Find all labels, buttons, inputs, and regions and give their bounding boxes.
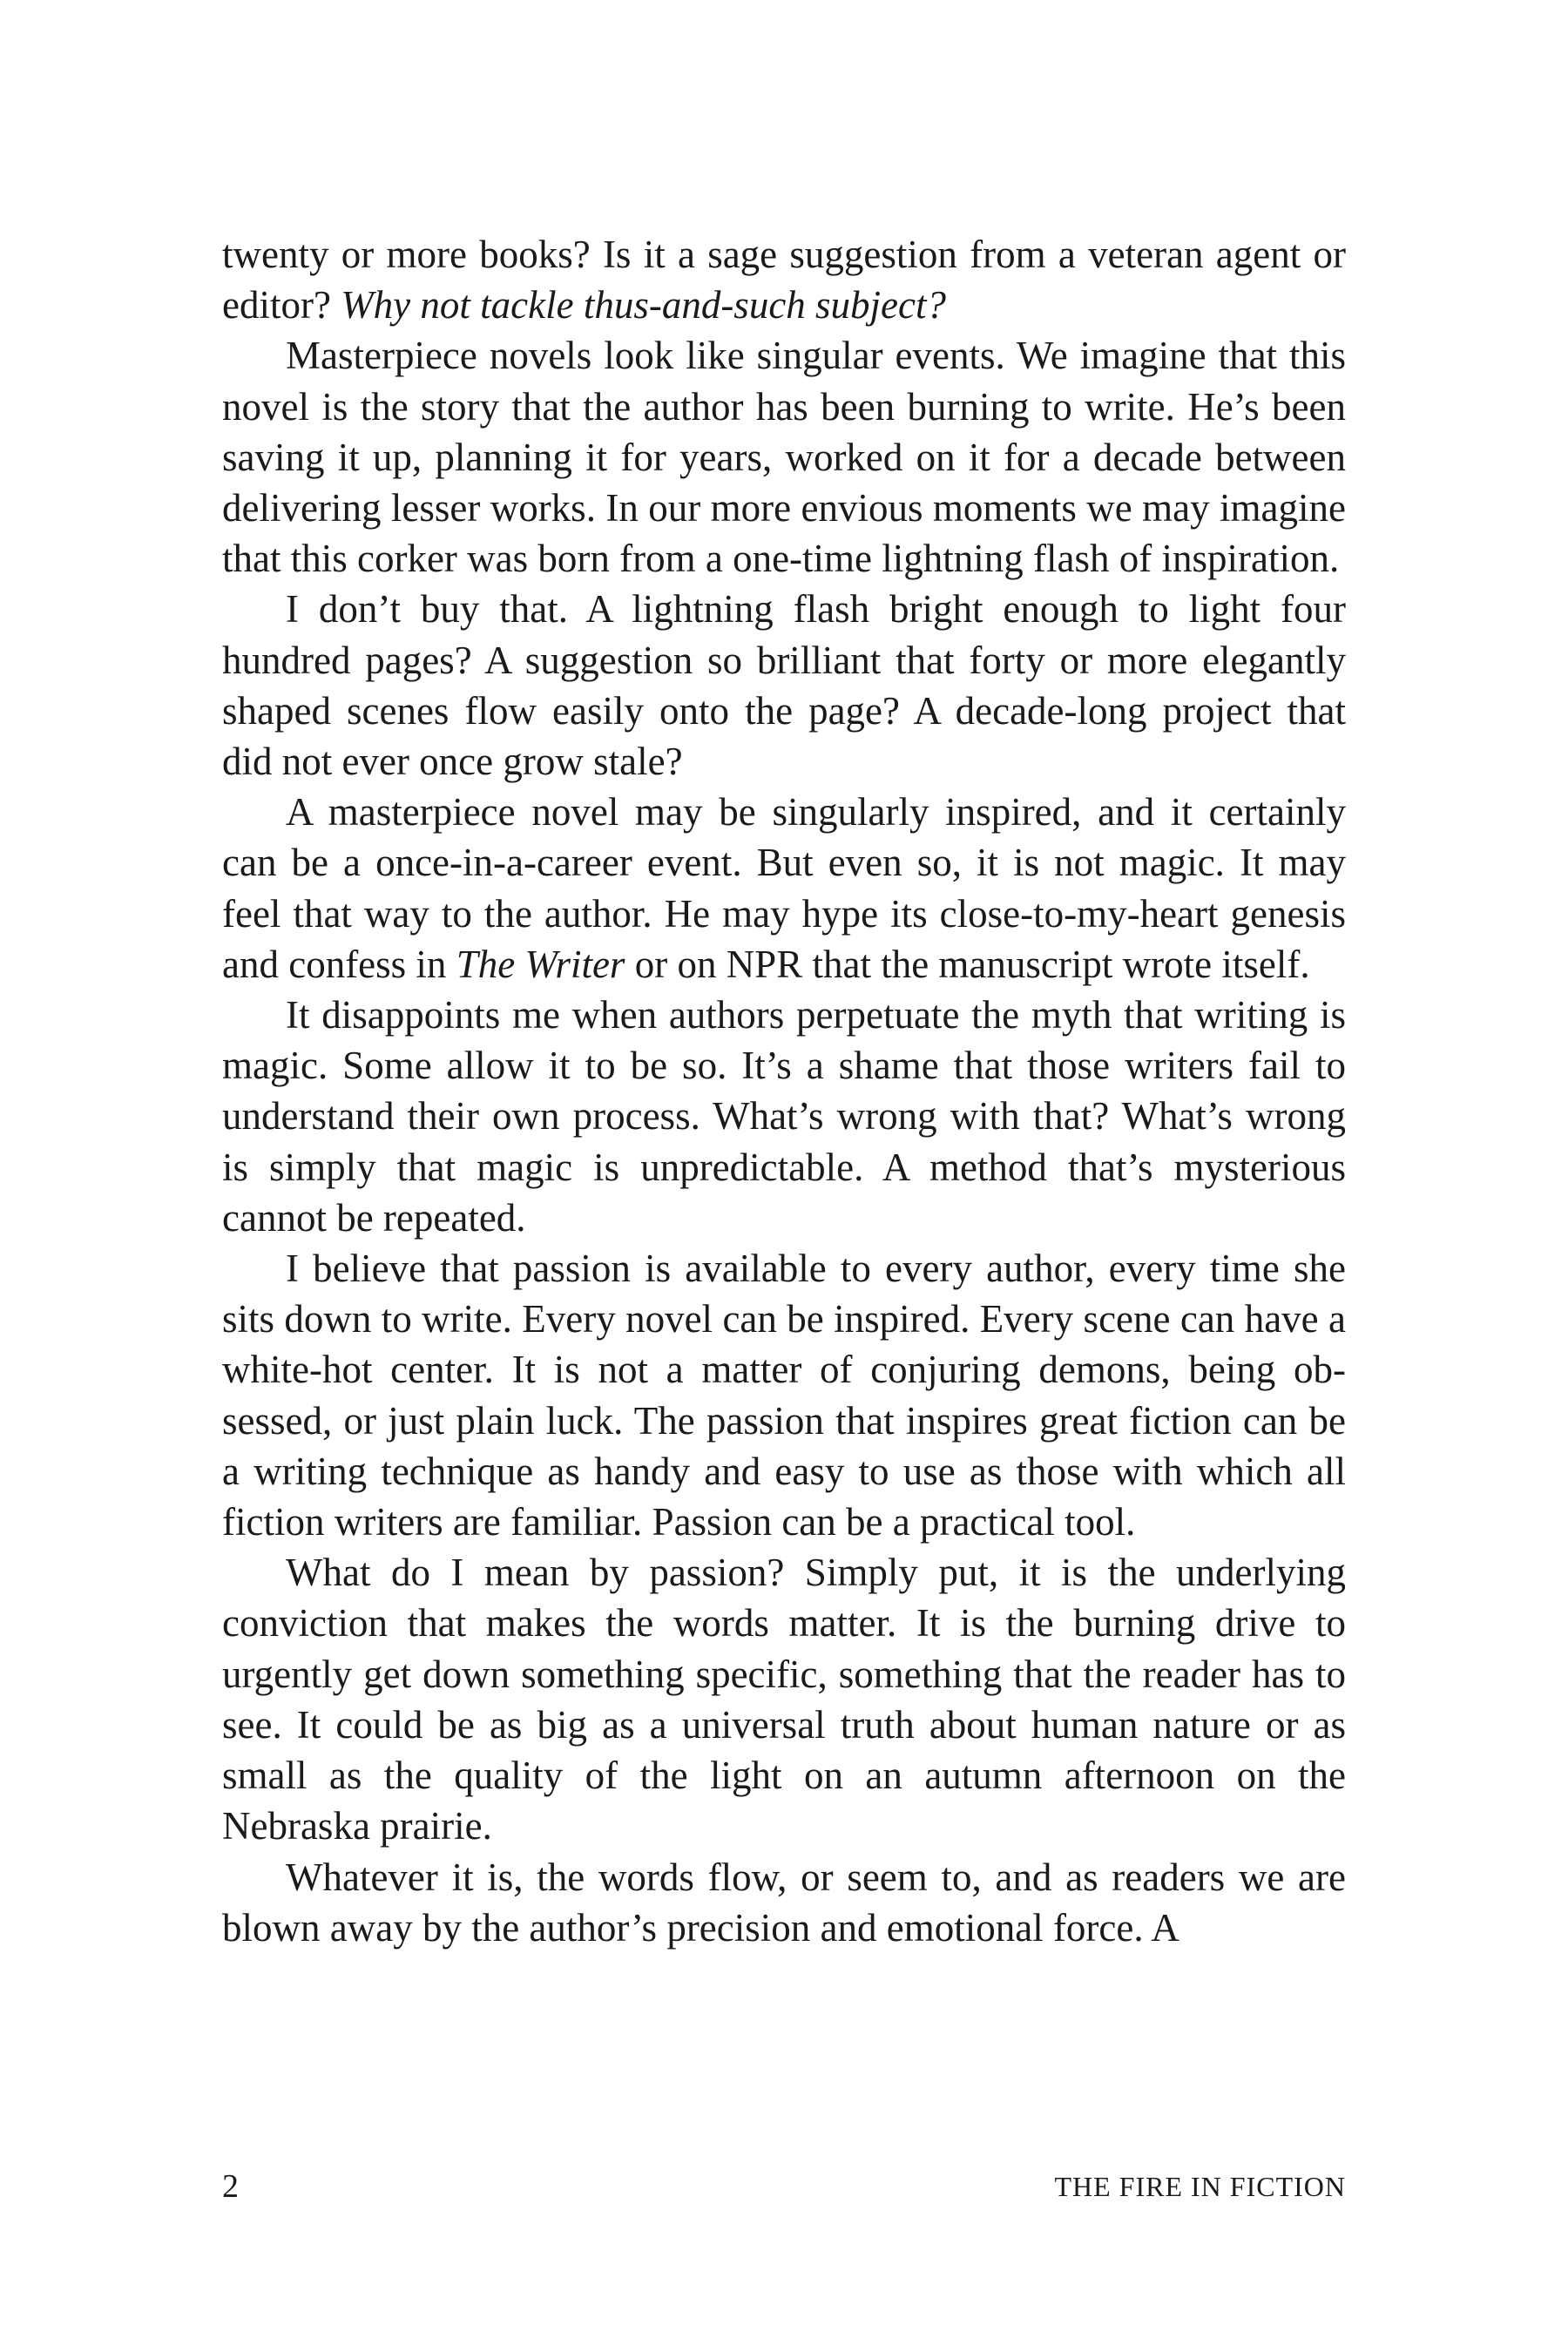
running-title: THE FIRE IN FICTION — [1054, 2171, 1346, 2202]
paragraph: I believe that passion is available to every author, every time she sits down to write. Every novel can be inspired. Every scene can have a white-hot center. It is not a matter of conjuring demons, being obsessed, or just plain luck. The passion that inspires great fiction can be a writing technique as handy and easy to use as those with which all fiction writers are familiar. Passion can be a practical tool. — [222, 1247, 1346, 1544]
paragraph: What do I mean by passion? Simply put, it is the underlying conviction that makes the words matter. It is the burning drive to urgently get down something specific, something that the reader has to see. It could be as big as a universal truth about human nature or as small as the quality of the light on an autumn afternoon on the Nebraska prairie. — [222, 1551, 1346, 1848]
paragraph-text: A masterpiece novel may be singularly inspired, and it certainly can be a once-in-a-career event. But even so, it is not magic. It may feel that way to the author. He may hype its close-to-my-heart genesis and confess in — [222, 790, 1346, 986]
page-number: 2 — [222, 2168, 239, 2205]
paragraph: Whatever it is, the words flow, or seem to, and as readers we are blown away by the author’s precision and emotional force. A — [222, 1855, 1346, 1950]
paragraph — [222, 787, 1346, 990]
body-text — [222, 229, 1346, 1953]
paragraph: It disappoints me when authors perpetuate the myth that writing is magic. Some allow it to be so. It’s a shame that those writers fail to understand their own process. What’s wrong with that? What’s wrong is simply that magic is unpredictable. A method that’s mysterious cannot be repeated. — [222, 993, 1346, 1240]
paragraph-text: or on NPR that the manuscript wrote itself. — [625, 942, 1310, 986]
page-footer — [222, 2167, 1346, 2211]
italic-phrase: Why not tackle thus-and-such subject? — [341, 283, 947, 328]
paragraph-text: twenty or more books? Is it a sage suggestion from a veteran agent or editor? — [222, 233, 1346, 328]
paragraph: Masterpiece novels look like singular events. We imagine that this novel is the story that the author has been burning to write. He’s been saving it up, planning it for years, worked on it for a decade between delivering lesser works. In our more envious moments we may imagine that this corker was born from a one-time lightning flash of inspiration. — [222, 334, 1346, 581]
paragraph — [222, 229, 1346, 330]
paragraph: I don’t buy that. A lightning flash bright enough to light four hundred pages? A suggestion so brilliant that forty or more elegantly shaped scenes flow easily onto the page? A decade-long project that did not ever once grow stale? — [222, 587, 1346, 784]
italic-title: The Writer — [456, 942, 625, 986]
